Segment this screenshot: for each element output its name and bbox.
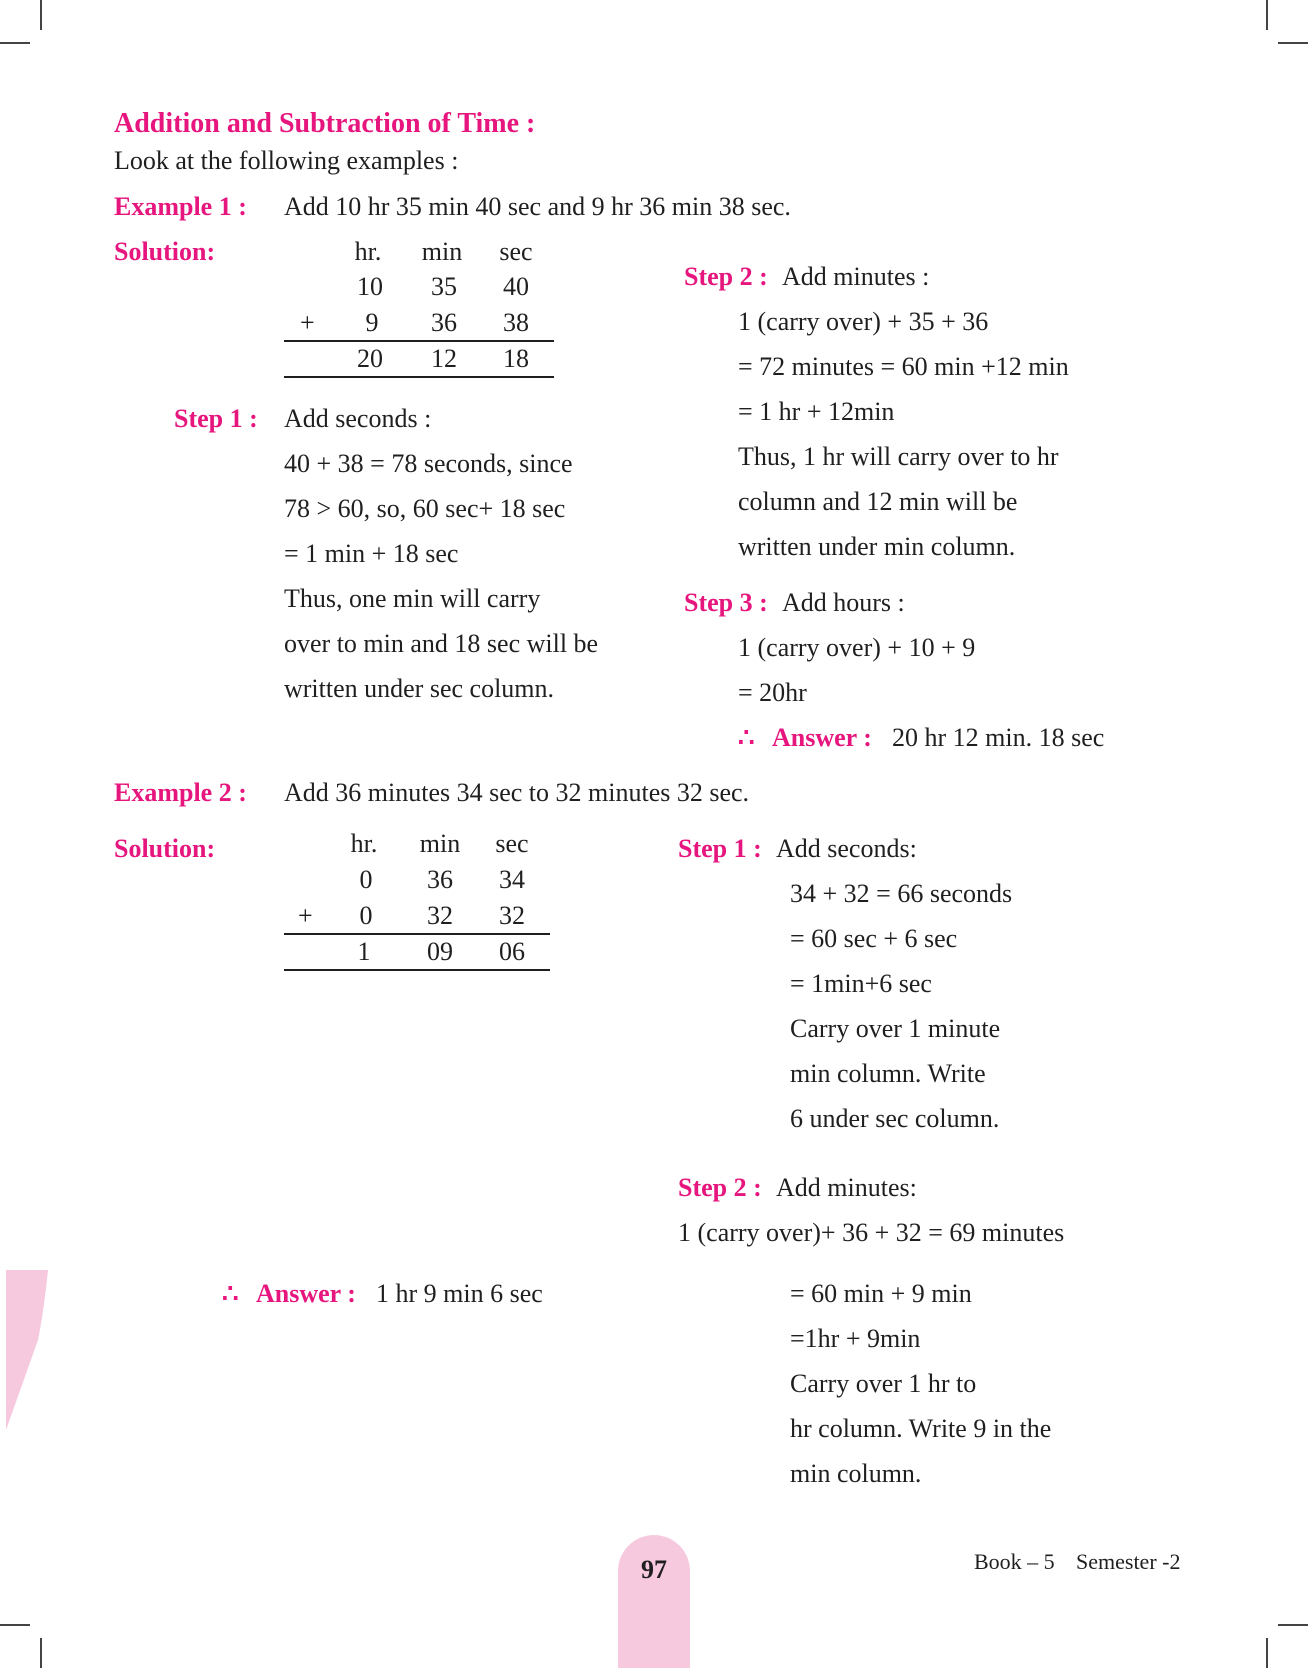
crop-mark xyxy=(1278,1624,1308,1626)
table-result: 12 xyxy=(431,344,457,373)
step-line: over to min and 18 sec will be xyxy=(284,629,599,658)
table-cell: 32 xyxy=(499,901,525,930)
example2-answer-label: Answer : xyxy=(256,1279,356,1308)
crop-mark xyxy=(0,1624,30,1626)
example1-step3-label: Step 3 : xyxy=(684,588,768,617)
example1-step3-title: Add hours : xyxy=(782,588,905,617)
table-result: 20 xyxy=(357,344,383,373)
page-number: 97 xyxy=(641,1555,667,1584)
table-cell: 34 xyxy=(499,865,525,894)
step-line: 1 (carry over) + 35 + 36 xyxy=(738,307,989,336)
example1-question: Add 10 hr 35 min 40 sec and 9 hr 36 min 38 sec. xyxy=(284,192,791,221)
example2-step2-title: Add minutes: xyxy=(776,1173,917,1202)
step-line: 1 (carry over) + 10 + 9 xyxy=(738,633,976,662)
table-cell: 36 xyxy=(431,308,457,337)
plus-sign: + xyxy=(298,901,313,930)
step-line: 78 > 60, so, 60 sec+ 18 sec xyxy=(284,494,566,523)
crop-mark xyxy=(40,1638,42,1668)
step-line: hr column. Write 9 in the xyxy=(790,1414,1052,1443)
sum-line-top xyxy=(284,933,550,935)
example1-solution-label: Solution: xyxy=(114,237,216,266)
example2-step1-title: Add seconds: xyxy=(776,834,917,863)
side-tab-decoration xyxy=(0,1270,48,1430)
example2-answer-value: 1 hr 9 min 6 sec xyxy=(376,1279,543,1308)
table-header-hr: hr. xyxy=(350,829,378,858)
table-result: 09 xyxy=(427,937,453,966)
sum-line-bottom xyxy=(284,969,550,971)
step-line: = 1 hr + 12min xyxy=(738,397,895,426)
table-header-hr: hr. xyxy=(354,237,382,266)
example1-answer-label: Answer : xyxy=(772,723,872,752)
table-result: 1 xyxy=(357,937,371,966)
table-cell: 9 xyxy=(365,308,379,337)
therefore-symbol: ∴ xyxy=(738,723,755,752)
section-intro: Look at the following examples : xyxy=(114,146,459,175)
step-line: 1 (carry over)+ 36 + 32 = 69 minutes xyxy=(678,1218,1065,1247)
step-line: =1hr + 9min xyxy=(790,1324,921,1353)
step-line: Thus, one min will carry xyxy=(284,584,541,613)
sum-line-bottom xyxy=(284,376,554,378)
crop-mark xyxy=(0,42,30,44)
step-line: = 60 sec + 6 sec xyxy=(790,924,958,953)
example1-step2-title: Add minutes : xyxy=(782,262,930,291)
step-line: = 1min+6 sec xyxy=(790,969,932,998)
step-line: written under sec column. xyxy=(284,674,555,703)
table-result: 06 xyxy=(499,937,525,966)
table-cell: 32 xyxy=(427,901,453,930)
step-line: = 1 min + 18 sec xyxy=(284,539,459,568)
example2-solution-label: Solution: xyxy=(114,834,216,863)
crop-mark xyxy=(40,0,42,30)
crop-mark xyxy=(1266,1638,1268,1668)
step-line: Carry over 1 hr to xyxy=(790,1369,977,1398)
example2-question: Add 36 minutes 34 sec to 32 minutes 32 sec. xyxy=(284,778,750,807)
step-line: min column. Write xyxy=(790,1059,986,1088)
step-line: = 60 min + 9 min xyxy=(790,1279,972,1308)
table-cell: 35 xyxy=(431,272,457,301)
example2-step2-label: Step 2 : xyxy=(678,1173,762,1202)
table-header-sec: sec xyxy=(499,237,533,266)
table-header-sec: sec xyxy=(495,829,529,858)
footer-book: Book – 5 xyxy=(974,1549,1055,1574)
step-line: min column. xyxy=(790,1459,922,1488)
step-line: 6 under sec column. xyxy=(790,1104,1000,1133)
table-cell: 0 xyxy=(359,901,373,930)
section-title: Addition and Subtraction of Time : xyxy=(114,108,536,139)
table-result: 18 xyxy=(503,344,529,373)
step-line: Thus, 1 hr will carry over to hr xyxy=(738,442,1059,471)
table-cell: 38 xyxy=(503,308,529,337)
step-line: = 72 minutes = 60 min +12 min xyxy=(738,352,1069,381)
step-line: written under min column. xyxy=(738,532,1016,561)
sum-line-top xyxy=(284,340,554,342)
table-cell: 0 xyxy=(359,865,373,894)
example1-step1-label: Step 1 : xyxy=(174,404,258,433)
example1-label: Example 1 : xyxy=(114,192,247,221)
table-cell: 10 xyxy=(357,272,383,301)
therefore-symbol: ∴ xyxy=(222,1279,239,1308)
example2-step1-label: Step 1 : xyxy=(678,834,762,863)
example2-label: Example 2 : xyxy=(114,778,247,807)
step-line: = 20hr xyxy=(738,678,807,707)
example1-answer-value: 20 hr 12 min. 18 sec xyxy=(892,723,1105,752)
plus-sign: + xyxy=(300,308,315,337)
example1-step2-label: Step 2 : xyxy=(684,262,768,291)
table-header-min: min xyxy=(419,829,461,858)
table-cell: 40 xyxy=(503,272,529,301)
crop-mark xyxy=(1266,0,1268,30)
table-header-min: min xyxy=(421,237,463,266)
crop-mark xyxy=(1278,42,1308,44)
step-line: Carry over 1 minute xyxy=(790,1014,1001,1043)
step-line: 40 + 38 = 78 seconds, since xyxy=(284,449,573,478)
footer-semester: Semester -2 xyxy=(1076,1549,1181,1574)
step-line: 34 + 32 = 66 seconds xyxy=(790,879,1013,908)
table-cell: 36 xyxy=(427,865,453,894)
step-line: column and 12 min will be xyxy=(738,487,1018,516)
example1-step1-title: Add seconds : xyxy=(284,404,432,433)
